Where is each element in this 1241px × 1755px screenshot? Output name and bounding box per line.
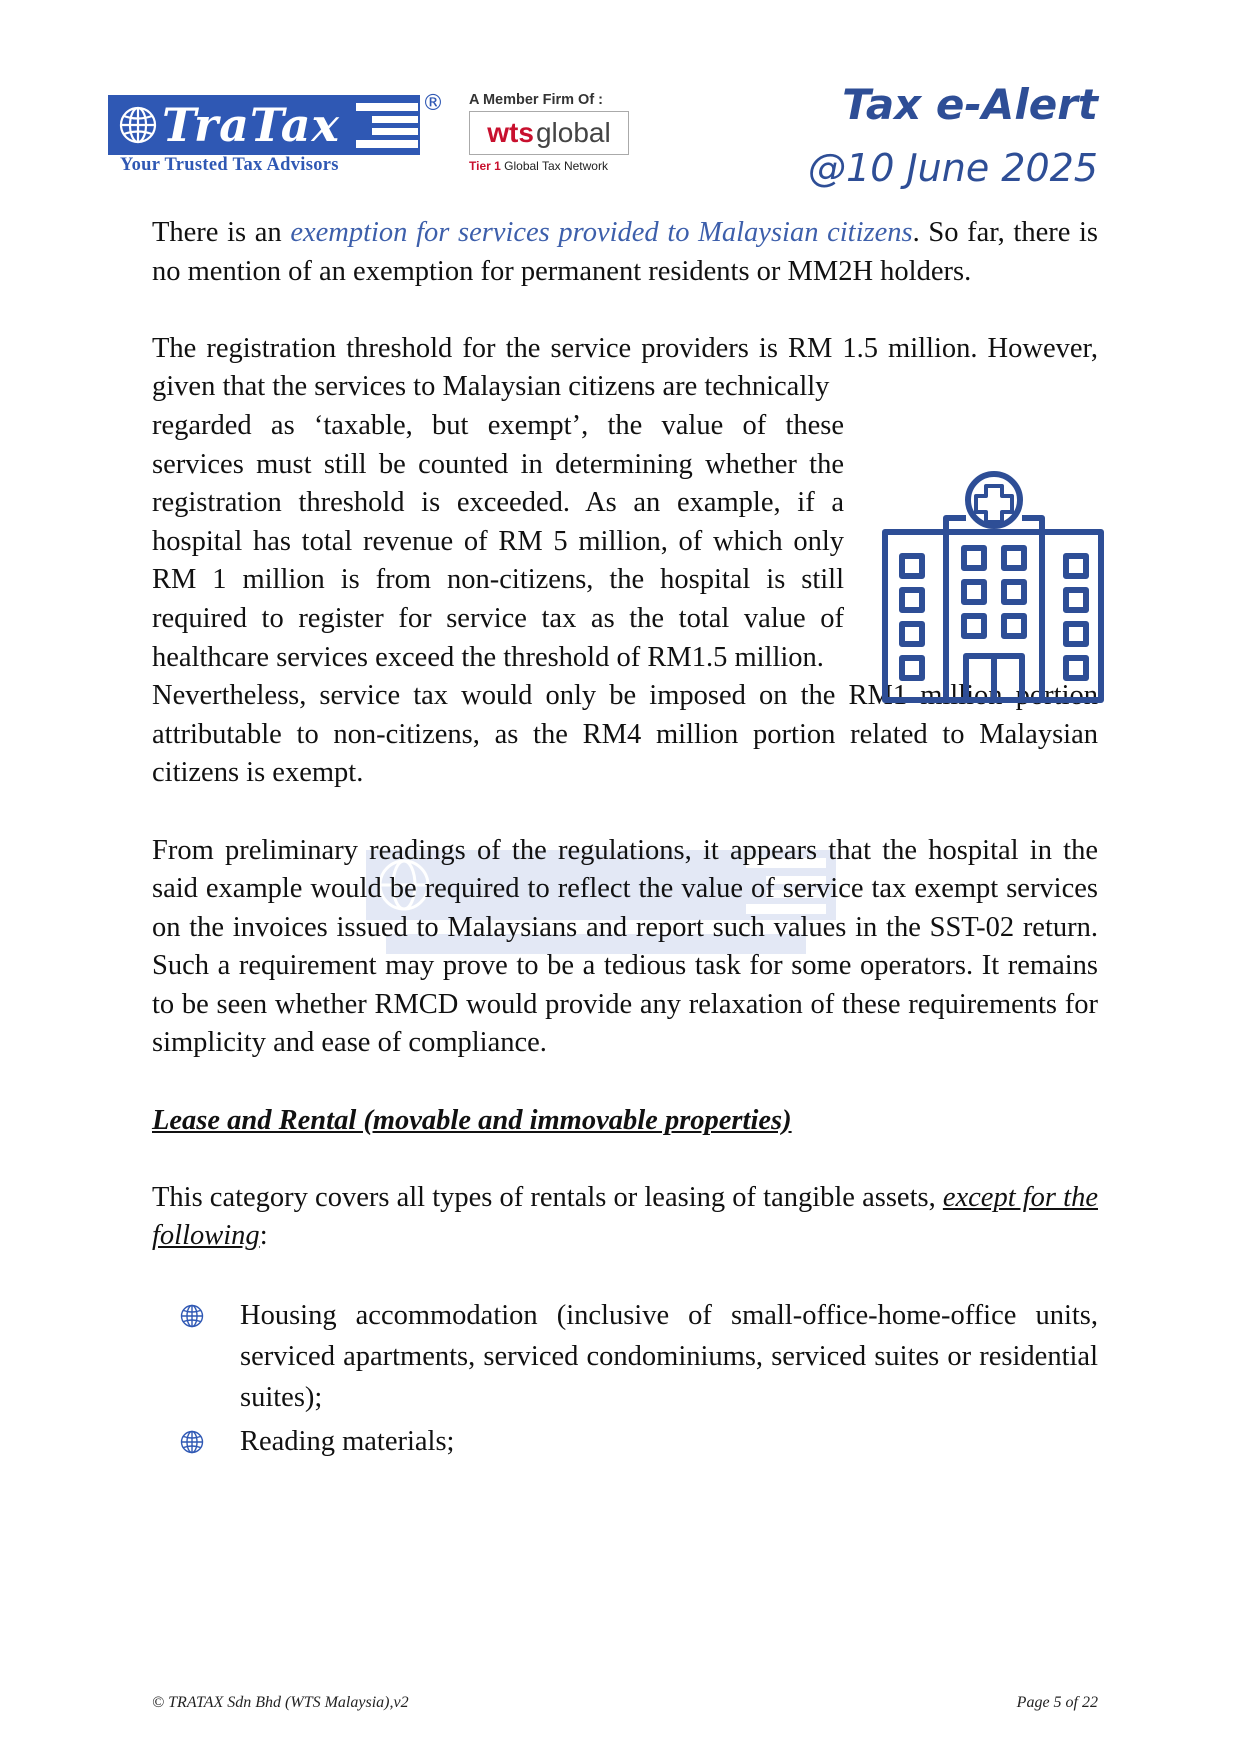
globe-icon [180,1304,204,1328]
tratax-tagline: Your Trusted Tax Advisors [120,155,339,175]
wts-brand-box [469,111,629,155]
list-item [152,1421,1098,1462]
alert-date: @10 June 2025 [808,146,1098,190]
exclusion-list [152,1295,1098,1462]
page-number: Page 5 of 22 [1016,1694,1098,1711]
tratax-bars-graphic [356,103,418,149]
wts-tier-bold: Tier 1 [469,159,501,173]
wts-tier-rest: Global Tax Network [500,159,608,173]
page-footer [152,1694,1098,1712]
hospital-icon [882,468,1104,704]
p4-text-after: : [259,1220,268,1252]
list-item-text: Reading materials; [240,1425,455,1457]
globe-icon [118,105,158,145]
registered-mark: ® [422,91,444,116]
paragraph-lease-category [152,1179,1098,1256]
p4-text-before: This category covers all types of rentals or leasing of tangible assets, [152,1181,943,1213]
list-item [152,1295,1098,1418]
paragraph-threshold-example: regarded as ‘taxable, but exempt’, the value of these services must still be counted in determining whether the registration threshold is exceeded. As an example, if a hospital has total revenue of RM 5 million, of which only RM 1 million is from non-citizens, the hospital is still required to register for service tax as the total value of healthcare services exceed the threshold of RM1.5 million. [152,409,844,673]
wts-brand-bold: wts [487,117,534,148]
p1-text-before: There is an [152,217,291,248]
tratax-wordmark: TraTax [162,98,340,152]
member-firm-label: A Member Firm Of : [469,92,604,108]
wts-tier-label [469,159,639,173]
paragraph-threshold-nevertheless: Nevertheless, service tax would only be imposed on the RM1 million portion attributable to non-citizens, as the RM4 million portion related to Malaysian citizens is exempt. [152,680,1098,789]
globe-icon [180,1430,204,1454]
wts-brand-rest: global [535,117,611,148]
alert-title: Tax e-Alert [842,80,1098,129]
paragraph-exemption [152,214,1098,291]
paragraph-threshold-lead: The registration threshold for the service providers is RM 1.5 million. However, given that the services to Malaysian citizens are technically [152,332,1098,403]
list-item-text: Housing accommodation (inclusive of small-office-home-office units, serviced apartments, serviced condominiums, serviced suites or residential suites); [240,1299,1098,1413]
p1-text-after: . So far, there is no mention of an exemption for permanent residents or MM2H holders. [152,217,1099,287]
wts-global-logo [469,92,639,173]
except-emphasis: except for the following [152,1181,1098,1252]
footer-copyright: © TRATAX Sdn Bhd (WTS Malaysia),v2 [152,1694,409,1711]
article-body [152,214,1098,1465]
exemption-highlight: exemption for services provided to Malaysian citizens [290,217,913,248]
paragraph-preliminary-readings: From preliminary readings of the regulations, it appears that the hospital in the said example would be required to reflect the value of service tax exempt services on the invoices issued to Malaysians and report such values in the SST-02 return. Such a requirement may prove to be a tedious task for some operators. It remains to be seen whether RMCD would provide any relaxation of these requirements for simplicity and ease of compliance. [152,834,1098,1059]
page-header [0,0,1241,200]
section-heading-lease-rental: Lease and Rental (movable and immovable properties) [152,1104,792,1136]
